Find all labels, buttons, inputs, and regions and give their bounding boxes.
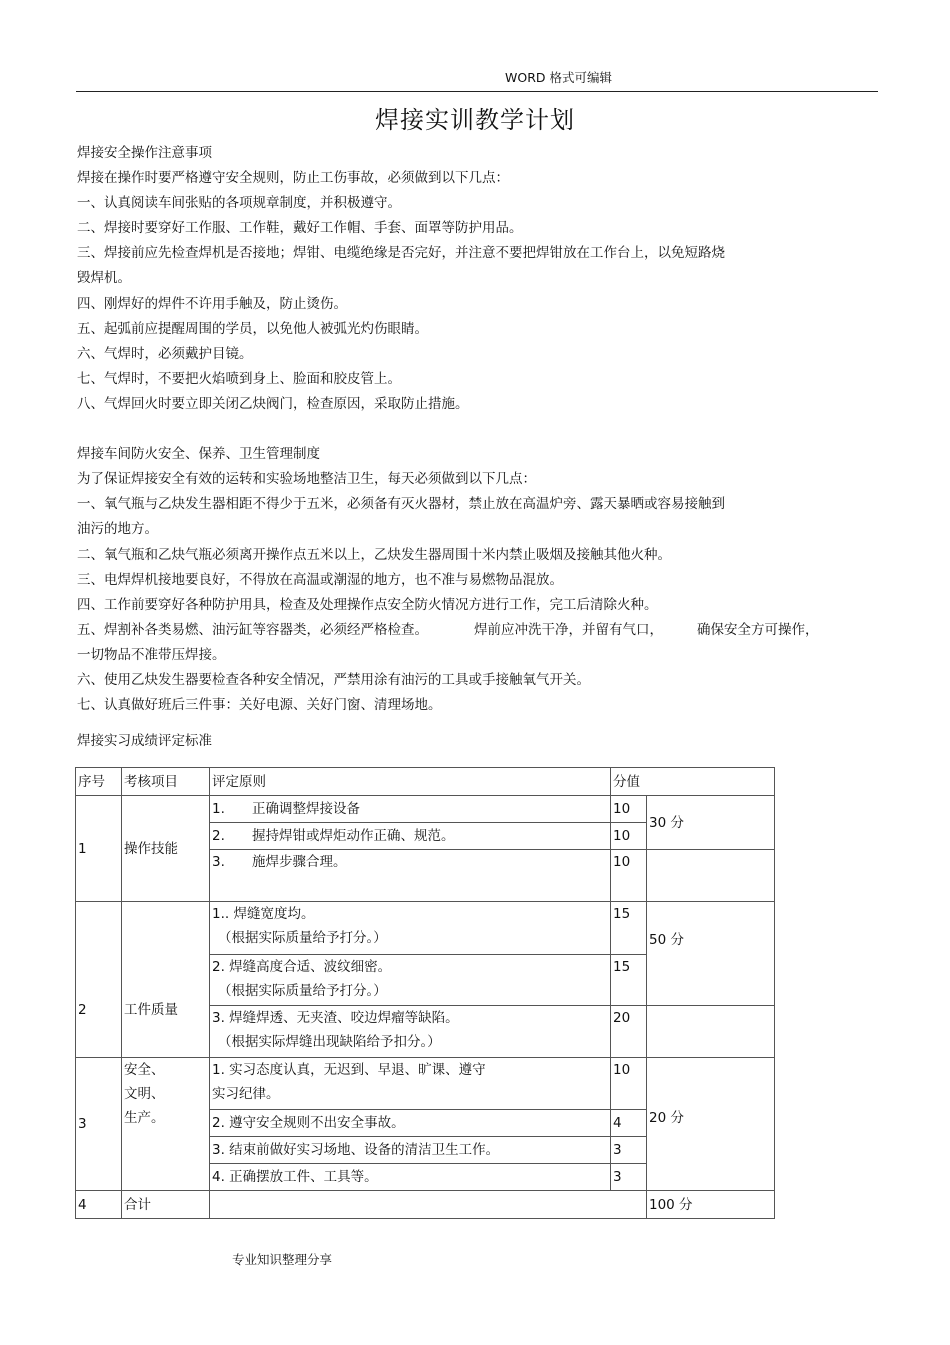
page-footer: 专业知识整理分享 [232,1252,333,1267]
section2-item: 一、氧气瓶与乙炔发生器相距不得少于五米，必须备有灭火器材，禁止放在高温炉旁、露天暴晒或容易接触到 [77,496,725,513]
assessment-item [122,1058,210,1191]
page-header: WORD 格式可编辑 [505,70,612,85]
empty-cell [647,850,775,902]
criterion-score: 4 [611,1110,647,1137]
criterion-text: 1.. 焊缝宽度均。 [212,906,315,922]
section1-item: 七、气焊时，不要把火焰喷到身上、脸面和胶皮管上。 [77,370,401,387]
criterion-note: （根据实际质量给予打分。） [218,930,387,946]
section2-item: 六、使用乙炔发生器要检查各种安全情况，严禁用涂有油污的工具或手接触氧气开关。 [77,671,590,688]
section2-item: 三、电焊焊机接地要良好，不得放在高温或潮湿的地方，也不准与易燃物品混放。 [77,571,563,588]
criterion-number: 1. [212,801,225,817]
table-row [76,1058,775,1110]
assessment-item-line: 生产。 [124,1110,165,1126]
criterion [210,796,611,823]
criterion [210,1058,611,1110]
criterion-note: （根据实际质量给予打分。） [218,983,387,999]
section2-item-5 [77,618,877,643]
item5-part: 五、焊割补各类易燃、油污缸等容器类，必须经严格检查。 [77,621,428,638]
section-spacer [77,417,877,442]
group-total: 20 分 [647,1058,775,1191]
row-number: 1 [76,796,122,902]
assessment-item: 合计 [122,1191,210,1219]
empty-cell [210,1191,647,1219]
section1-heading: 焊接安全操作注意事项 [77,145,212,161]
section1-item: 一、认真阅读车间张贴的各项规章制度，并积极遵守。 [77,195,401,212]
section1-item: 六、气焊时，必须戴护目镜。 [77,345,253,362]
criterion-text: 3. 焊缝焊透、无夹渣、咬边焊瘤等缺陷。 [212,1010,459,1026]
criterion [210,955,611,1006]
criterion [210,850,611,902]
table-row [76,796,775,823]
assessment-item: 工件质量 [122,902,210,1058]
assessment-item-line: 安全、 [124,1062,165,1078]
section2-item: 七、认真做好班后三件事：关好电源、关好门窗、清理场地。 [77,697,442,714]
group-total: 50 分 [647,902,775,1006]
empty-cell [647,1006,775,1058]
criterion-score: 10 [611,823,647,850]
criterion-text: 实习纪律。 [212,1086,280,1102]
section2-item: 四、工作前要穿好各种防护用具，检查及处理操作点安全防火情况方进行工作，完工后清除火种。 [77,596,658,613]
section2-item: 一切物品不准带压焊接。 [77,646,226,663]
table-total-row [76,1191,775,1219]
criterion: 3. 结束前做好实习场地、设备的清洁卫生工作。 [210,1137,611,1164]
criterion-score: 3 [611,1137,647,1164]
criterion: 2. 遵守安全规则不出安全事故。 [210,1110,611,1137]
header-cell: 序号 [76,768,122,796]
section1-item: 三、焊接前应先检查焊机是否接地；焊钳、电缆绝缘是否完好，并注意不要把焊钳放在工作台上，以免短路烧 [77,245,725,262]
criterion-score: 15 [611,955,647,1006]
assessment-item-line: 文明、 [124,1086,165,1102]
assessment-item: 操作技能 [122,796,210,902]
criterion-text: 握持焊钳或焊炬动作正确、规范。 [252,828,455,844]
section1-item: 二、焊接时要穿好工作服、工作鞋，戴好工作帽、手套、面罩等防护用品。 [77,220,523,237]
criterion [210,902,611,955]
item5-part: 确保安全方可操作， [697,621,819,638]
criterion-text: 施焊步骤合理。 [252,854,347,870]
criterion-text: 2. 焊缝高度合适、波纹细密。 [212,959,392,975]
header-cell: 考核项目 [122,768,210,796]
criterion [210,1006,611,1058]
row-number: 4 [76,1191,122,1219]
criterion-score: 10 [611,1058,647,1110]
table-row [76,902,775,955]
criterion-number: 2. [212,828,225,844]
criterion-score: 10 [611,796,647,823]
section2-intro: 为了保证焊接安全有效的运转和实验场地整洁卫生，每天必须做到以下几点： [77,471,536,488]
criterion-number: 3. [212,854,225,870]
row-number: 2 [76,902,122,1058]
section2-item: 油污的地方。 [77,521,158,538]
criterion-note: （根据实际焊缝出现缺陷给予扣分。） [218,1034,441,1050]
criterion: 4. 正确摆放工件、工具等。 [210,1164,611,1191]
criterion-score: 3 [611,1164,647,1191]
section1-item: 八、气焊回火时要立即关闭乙炔阀门，检查原因，采取防止措施。 [77,395,469,412]
grand-total: 100 分 [647,1191,775,1219]
item5-part: 焊前应冲洗干净，并留有气口， [474,621,663,638]
section2-heading: 焊接车间防火安全、保养、卫生管理制度 [77,446,320,463]
section1-item: 五、起弧前应提醒周围的学员，以免他人被弧光灼伤眼睛。 [77,320,428,337]
criterion-score: 10 [611,850,647,902]
section1-item: 毁焊机。 [77,270,131,287]
section1-item: 四、刚焊好的焊件不许用手触及，防止烫伤。 [77,295,347,312]
document-title: 焊接实训教学计划 [375,106,575,134]
table-header-row [76,768,775,796]
header-cell: 分值 [611,768,775,796]
section1-intro: 焊接在操作时要严格遵守安全规则，防止工伤事故，必须做到以下几点： [77,170,509,187]
header-rule [76,91,878,92]
criterion-text: 正确调整焊接设备 [252,801,360,817]
criterion-score: 15 [611,902,647,955]
document-body [77,141,877,754]
criterion-text: 1. 实习态度认真，无迟到、早退、旷课、遵守 [212,1062,486,1078]
criterion-score: 20 [611,1006,647,1058]
table-title: 焊接实习成绩评定标准 [77,733,212,750]
group-total: 30 分 [647,796,775,850]
criterion [210,823,611,850]
section2-item: 二、氧气瓶和乙炔气瓶必须离开操作点五米以上，乙炔发生器周围十米内禁止吸烟及接触其他火种。 [77,546,671,563]
header-cell: 评定原则 [210,768,611,796]
score-table [75,767,775,1219]
row-number: 3 [76,1058,122,1191]
